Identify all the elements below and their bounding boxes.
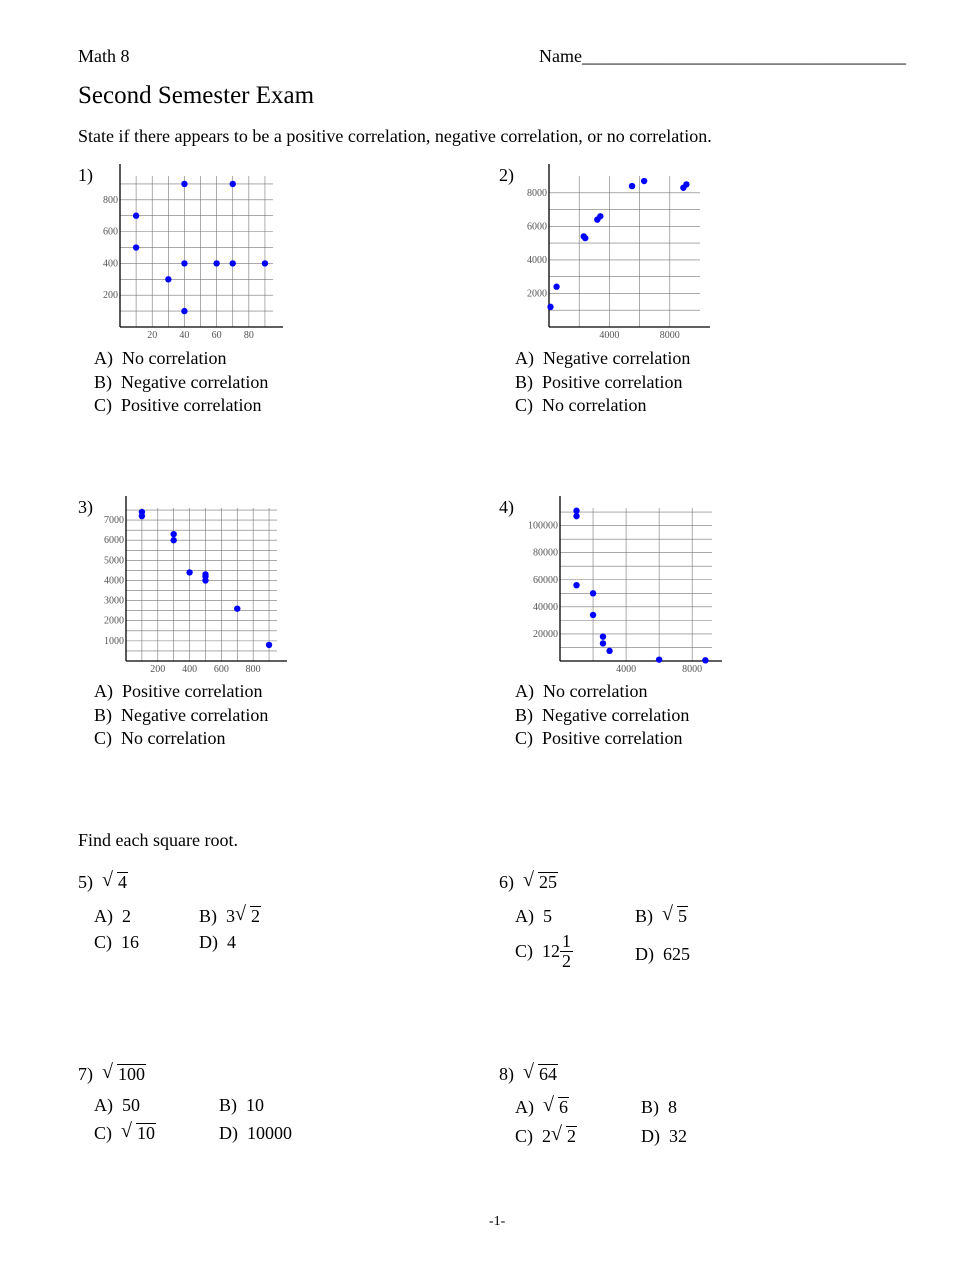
choice-b[interactable]: B) Negative correlation	[94, 372, 269, 392]
y-tick-label: 60000	[533, 574, 558, 586]
y-tick-label: 6000	[527, 221, 547, 233]
choice-a[interactable]: A) Negative correlation	[515, 348, 691, 368]
y-tick-label: 4000	[527, 254, 547, 266]
y-tick-label: 8000	[527, 187, 547, 199]
choice-d[interactable]: D) 10000	[219, 1123, 292, 1143]
choice-c[interactable]: C) No correlation	[94, 728, 226, 748]
sqrt-expression: √ 64	[523, 1061, 557, 1084]
data-point	[600, 633, 606, 639]
y-tick-label: 400	[103, 258, 118, 270]
y-tick-label: 6000	[104, 535, 124, 547]
y-tick-label: 20000	[533, 628, 558, 640]
choice-c[interactable]: C) √ 10	[94, 1120, 155, 1143]
choice-b[interactable]: B) Negative correlation	[94, 705, 269, 725]
choice-b[interactable]: B) 8	[641, 1097, 677, 1117]
data-point	[656, 656, 662, 662]
y-tick-label: 800	[103, 194, 118, 206]
data-point	[573, 582, 579, 588]
data-point	[606, 648, 612, 654]
y-tick-label: 7000	[104, 515, 124, 527]
question-5: 5) √ 4	[78, 869, 127, 892]
y-tick-label: 3000	[104, 595, 124, 607]
x-tick-label: 40	[179, 330, 190, 341]
sqrt-expression: √ 25	[523, 869, 557, 892]
fraction: $\frac{1}{2}$	[562, 931, 571, 971]
choice-a[interactable]: A) Positive correlation	[94, 681, 263, 701]
x-tick-label: 4000	[616, 664, 637, 675]
radical-icon: √	[662, 903, 673, 925]
choice-b[interactable]: B) √ 5	[635, 903, 687, 926]
radical-icon: √	[121, 1120, 132, 1142]
choice-b[interactable]: B) 10	[219, 1095, 264, 1115]
question-number: 2)	[499, 165, 514, 185]
y-tick-label: 4000	[104, 575, 124, 587]
choice-c[interactable]: C) Positive correlation	[515, 728, 683, 748]
x-tick-label: 80	[243, 330, 254, 341]
choice-a[interactable]: A) No correlation	[94, 348, 227, 368]
choice-c[interactable]: C) 16	[94, 932, 139, 952]
radical-icon: √	[523, 1061, 534, 1083]
x-tick-label: 600	[213, 664, 229, 675]
y-tick-label: 200	[103, 290, 118, 302]
choice-a[interactable]: A) √ 6	[515, 1094, 568, 1117]
x-tick-label: 400	[182, 664, 198, 675]
radical-icon: √	[102, 1061, 113, 1083]
data-point	[590, 612, 596, 618]
sqrt-expression: √ 4	[102, 869, 127, 892]
choice-a[interactable]: A) No correlation	[515, 681, 648, 701]
question-number: 4)	[499, 497, 514, 517]
sqrt-expression: √ 100	[102, 1061, 145, 1084]
data-point	[702, 657, 708, 663]
question-number: 3)	[78, 497, 93, 517]
instructions-correlation: State if there appears to be a positive correlation, negative correlation, or no correlation.	[78, 126, 712, 146]
y-tick-label: 5000	[104, 555, 124, 567]
y-tick-label: 40000	[533, 601, 558, 613]
y-tick-label: 2000	[527, 288, 547, 300]
choice-a[interactable]: A) 2	[94, 906, 131, 926]
name-line: ____________________________________	[581, 46, 906, 66]
question-7: 7) √ 100	[78, 1061, 145, 1084]
radical-icon: √	[523, 869, 534, 891]
choice-a[interactable]: A) 5	[515, 906, 552, 926]
x-tick-label: 20	[147, 330, 158, 341]
radical-icon: √	[102, 869, 113, 891]
choice-b[interactable]: B) 3 √ 2	[199, 903, 260, 926]
y-tick-label: 80000	[533, 547, 558, 559]
x-tick-label: 4000	[599, 330, 620, 341]
course-label: Math 8	[78, 46, 130, 66]
choice-d[interactable]: D) 32	[641, 1126, 687, 1146]
choice-d[interactable]: D) 625	[635, 944, 690, 964]
choice-b[interactable]: B) Negative correlation	[515, 705, 690, 725]
x-tick-label: 800	[245, 664, 261, 675]
data-point	[590, 590, 596, 596]
page-title: Second Semester Exam	[78, 82, 315, 109]
radical-icon: √	[551, 1123, 562, 1145]
y-tick-label: 100000	[528, 520, 558, 532]
radical-icon: √	[235, 903, 246, 925]
choice-c[interactable]: C) 2 √ 2	[515, 1123, 576, 1146]
y-tick-label: 1000	[104, 635, 124, 647]
instructions-sqrt: Find each square root.	[78, 830, 238, 850]
choice-b[interactable]: B) Positive correlation	[515, 372, 683, 392]
radical-icon: √	[543, 1094, 554, 1116]
question-6: 6) √ 25	[499, 869, 557, 892]
choice-d[interactable]: D) 4	[199, 932, 236, 952]
y-tick-label: 2000	[104, 615, 124, 627]
data-point	[600, 640, 606, 646]
x-tick-label: 8000	[659, 330, 680, 341]
choice-c[interactable]: C) 12 $\frac{1}{2}$	[515, 931, 571, 971]
question-number: 1)	[78, 165, 93, 185]
y-tick-label: 600	[103, 226, 118, 238]
x-tick-label: 200	[150, 664, 166, 675]
choice-c[interactable]: C) Positive correlation	[94, 395, 262, 415]
data-point	[573, 513, 579, 519]
name-label: Name	[539, 46, 582, 66]
choice-a[interactable]: A) 50	[94, 1095, 140, 1115]
x-tick-label: 8000	[682, 664, 703, 675]
question-8: 8) √ 64	[499, 1061, 557, 1084]
page-number: -1-	[489, 1214, 506, 1229]
choice-c[interactable]: C) No correlation	[515, 395, 647, 415]
x-tick-label: 60	[211, 330, 222, 341]
